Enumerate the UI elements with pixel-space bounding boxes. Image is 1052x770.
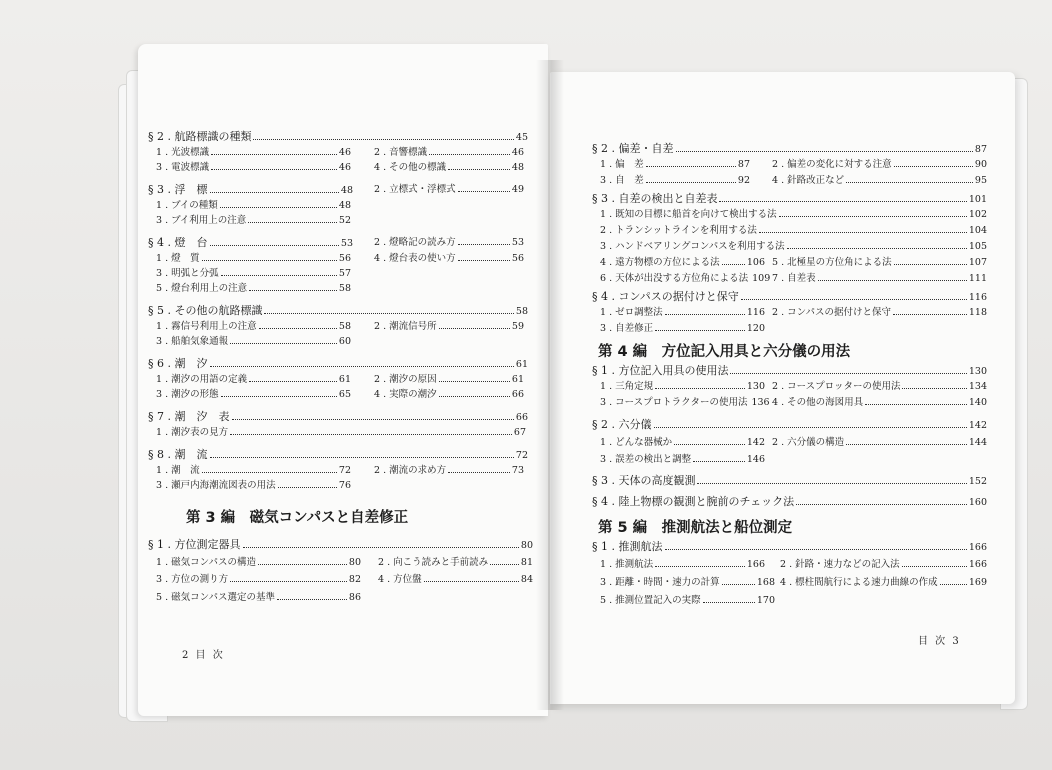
dot-leader xyxy=(655,387,745,389)
toc-entry-title: 5 . 燈台利用上の注意 xyxy=(156,283,248,294)
toc-page-number: 144 xyxy=(968,437,987,448)
toc-page-number: 146 xyxy=(746,454,765,465)
toc-entry-title: 6 . 天体が出没する方位角による法 xyxy=(600,273,749,284)
toc-page-number: 45 xyxy=(515,132,528,143)
toc-entry-title: 2 . コースプロッターの使用法 xyxy=(772,381,901,392)
dot-leader xyxy=(665,313,745,315)
dot-leader xyxy=(448,168,510,170)
toc-subsection-entry xyxy=(156,371,351,385)
dot-leader xyxy=(697,482,966,484)
toc-subsection-entry xyxy=(156,589,361,603)
toc-entry-title: 5 . 推測位置記入の実際 xyxy=(600,595,701,606)
toc-page-number: 120 xyxy=(746,323,765,334)
toc-entry-title: 2 . コンパスの据付けと保守 xyxy=(772,307,891,318)
toc-page-number: 102 xyxy=(968,209,987,220)
toc-entry-title: § 7 . 潮 汐 表 xyxy=(148,410,230,423)
dot-leader xyxy=(277,598,347,600)
toc-entry-title: 1 . どんな器械か xyxy=(600,437,673,448)
dot-leader xyxy=(210,191,339,193)
dot-leader xyxy=(787,247,967,249)
toc-entry-title: 2 . 六分儀の構造 xyxy=(772,437,845,448)
dot-leader xyxy=(894,263,967,265)
toc-page-number: 140 xyxy=(968,397,987,408)
toc-page-number: 73 xyxy=(511,465,524,476)
toc-entry-title: 3 . 潮汐の形態 xyxy=(156,389,219,400)
dot-leader xyxy=(202,471,337,473)
toc-entry-title: § 3 . 自差の検出と自差表 xyxy=(592,192,718,205)
toc-entry-title: 1 . 既知の目標に船首を向けて検出する法 xyxy=(600,209,777,220)
toc-entry-title: 3 . 距離・時間・速力の計算 xyxy=(600,577,720,588)
toc-entry-title: 1 . 潮汐表の見方 xyxy=(156,427,229,438)
part-heading: 第 5 編 推測航法と船位測定 xyxy=(598,520,793,536)
dot-leader xyxy=(674,443,745,445)
toc-page-number: 90 xyxy=(974,159,987,170)
toc-subsection-entry xyxy=(378,571,533,585)
toc-page-number: 136 xyxy=(751,397,770,408)
toc-subsection-entry xyxy=(600,156,750,170)
toc-page-number: 118 xyxy=(968,307,987,318)
toc-subsection-entry xyxy=(772,270,987,284)
toc-entry-title: 1 . ブイの種類 xyxy=(156,200,218,211)
toc-subsection-entry xyxy=(156,318,351,332)
part-heading: 第 3 編 磁気コンパスと自差修正 xyxy=(186,510,409,526)
toc-page-number: 130 xyxy=(968,366,987,377)
toc-subsection-entry xyxy=(156,212,351,226)
toc-subsection-entry xyxy=(772,394,987,408)
toc-page-number: 67 xyxy=(513,427,526,438)
toc-subsection-entry xyxy=(600,556,765,570)
toc-entry-title: 4 . 実際の潮汐 xyxy=(374,389,437,400)
toc-section-entry xyxy=(592,140,987,156)
dot-leader xyxy=(654,426,967,428)
toc-page-number: 65 xyxy=(338,389,351,400)
toc-subsection-entry xyxy=(374,462,524,476)
toc-entry-title: 3 . ブイ利用上の注意 xyxy=(156,215,247,226)
toc-section-entry xyxy=(148,234,353,250)
toc-page-number: 116 xyxy=(968,292,987,303)
toc-subsection-entry xyxy=(374,318,524,332)
toc-entry-title: 3 . 船舶気象通報 xyxy=(156,336,229,347)
dot-leader xyxy=(865,403,967,405)
toc-subsection-entry xyxy=(600,238,987,252)
dot-leader xyxy=(439,327,510,329)
toc-page-number: 66 xyxy=(515,412,528,423)
toc-page-number: 142 xyxy=(746,437,765,448)
dot-leader xyxy=(846,181,973,183)
toc-page-number: 105 xyxy=(968,241,987,252)
toc-entry-title: § 4 . 陸上物標の観測と腕前のチェック法 xyxy=(592,495,795,508)
toc-subsection-entry xyxy=(374,371,524,385)
part-heading: 第 4 編 方位記入用具と六分儀の用法 xyxy=(598,344,851,360)
toc-subsection-entry xyxy=(772,304,987,318)
toc-page-number: 57 xyxy=(338,268,351,279)
toc-entry-title: § 3 . 浮 標 xyxy=(148,183,208,196)
dot-leader xyxy=(458,259,510,261)
toc-subsection-entry xyxy=(374,386,524,400)
dot-leader xyxy=(676,150,973,152)
toc-page-number: 166 xyxy=(746,559,765,570)
dot-leader xyxy=(894,165,973,167)
toc-page-number: 80 xyxy=(520,540,533,551)
toc-page-number: 82 xyxy=(348,574,361,585)
toc-entry-title: § 8 . 潮 流 xyxy=(148,448,208,461)
dot-leader xyxy=(665,548,967,550)
toc-page-number: 60 xyxy=(338,336,351,347)
toc-page-number: 56 xyxy=(338,253,351,264)
toc-page-number: 170 xyxy=(756,595,775,606)
toc-entry-title: 1 . 推測航法 xyxy=(600,559,654,570)
toc-page-number: 48 xyxy=(511,162,524,173)
toc-entry-title: 1 . 光波標識 xyxy=(156,147,210,158)
toc-entry-title: § 6 . 潮 汐 xyxy=(148,357,208,370)
toc-entry-title: 1 . 潮汐の用語の定義 xyxy=(156,374,248,385)
toc-entry-title: 4 . 針路改正など xyxy=(772,175,845,186)
toc-page-number: 111 xyxy=(968,273,987,284)
dot-leader xyxy=(429,153,510,155)
toc-page-number: 168 xyxy=(756,577,775,588)
toc-subsection-entry xyxy=(600,451,765,465)
toc-entry-title: 2 . 偏差の変化に対する注意 xyxy=(772,159,892,170)
toc-entry-title: 4 . その他の標識 xyxy=(374,162,447,173)
toc-subsection-entry xyxy=(374,181,524,195)
dot-leader xyxy=(719,200,966,202)
dot-leader xyxy=(846,443,967,445)
toc-entry-title: 2 . 立標式・浮標式 xyxy=(374,184,456,195)
dot-leader xyxy=(278,486,337,488)
toc-page-number: 58 xyxy=(338,283,351,294)
toc-entry-title: § 2 . 六分儀 xyxy=(592,418,652,431)
toc-page-number: 49 xyxy=(511,184,524,195)
book-gutter-shadow xyxy=(536,60,564,710)
dot-leader xyxy=(703,601,755,603)
toc-subsection-entry xyxy=(600,320,765,334)
toc-page-number: 84 xyxy=(520,574,533,585)
toc-entry-title: 1 . 磁気コンパスの構造 xyxy=(156,557,256,568)
toc-subsection-entry xyxy=(600,172,750,186)
dot-leader xyxy=(243,546,519,548)
dot-leader xyxy=(646,181,736,183)
toc-page-number: 48 xyxy=(340,185,353,196)
toc-page-number: 48 xyxy=(338,200,351,211)
dot-leader xyxy=(439,380,510,382)
toc-subsection-entry xyxy=(374,250,524,264)
toc-entry-title: 3 . 自差修正 xyxy=(600,323,654,334)
toc-page-number: 53 xyxy=(511,237,524,248)
toc-page-number: 109 xyxy=(752,273,771,284)
dot-leader xyxy=(779,215,967,217)
toc-page-number: 59 xyxy=(511,321,524,332)
toc-entry-title: 4 . その他の海図用具 xyxy=(772,397,864,408)
toc-section-entry xyxy=(148,536,533,552)
toc-page-number: 160 xyxy=(968,497,987,508)
toc-page-number: 56 xyxy=(511,253,524,264)
toc-subsection-entry xyxy=(156,144,351,158)
toc-entry-title: 2 . 潮流信号所 xyxy=(374,321,437,332)
dot-leader xyxy=(248,221,337,223)
dot-leader xyxy=(741,298,967,300)
toc-subsection-entry xyxy=(600,206,987,220)
dot-leader xyxy=(893,313,967,315)
toc-subsection-entry xyxy=(772,378,987,392)
toc-subsection-entry xyxy=(780,556,987,570)
toc-entry-title: 2 . 潮流の求め方 xyxy=(374,465,447,476)
toc-entry-title: 2 . 向こう読みと手前読み xyxy=(378,557,489,568)
toc-page-number: 166 xyxy=(968,559,987,570)
toc-page-number: 152 xyxy=(968,476,987,487)
dot-leader xyxy=(202,259,337,261)
dot-leader xyxy=(655,329,745,331)
toc-page-number: 58 xyxy=(515,306,528,317)
toc-section-entry xyxy=(148,446,528,462)
toc-entry-title: 5 . 磁気コンパス選定の基準 xyxy=(156,592,275,603)
toc-page-number: 53 xyxy=(340,238,353,249)
toc-page-number: 61 xyxy=(338,374,351,385)
left-page xyxy=(138,44,548,716)
toc-entry-title: 4 . 方位盤 xyxy=(378,574,422,585)
toc-section-entry xyxy=(592,472,987,488)
toc-page-number: 107 xyxy=(968,257,987,268)
toc-page-number: 106 xyxy=(746,257,765,268)
toc-subsection-entry xyxy=(600,270,771,284)
toc-subsection-entry xyxy=(600,592,775,606)
dot-leader xyxy=(210,365,514,367)
dot-leader xyxy=(759,231,967,233)
toc-entry-title: 3 . 電波標識 xyxy=(156,162,210,173)
toc-subsection-entry xyxy=(156,424,526,438)
toc-section-entry xyxy=(592,416,987,432)
toc-section-entry xyxy=(148,302,528,318)
dot-leader xyxy=(221,274,337,276)
toc-page-number: 86 xyxy=(348,592,361,603)
toc-subsection-entry xyxy=(156,280,351,294)
dot-leader xyxy=(249,289,337,291)
toc-entry-title: 1 . 潮 流 xyxy=(156,465,200,476)
toc-subsection-entry xyxy=(772,156,987,170)
toc-subsection-entry xyxy=(772,434,987,448)
toc-page-number: 166 xyxy=(968,542,987,553)
toc-entry-title: 2 . 針路・速力などの記入法 xyxy=(780,559,900,570)
dot-leader xyxy=(210,456,514,458)
toc-subsection-entry xyxy=(600,254,765,268)
toc-entry-title: § 1 . 推測航法 xyxy=(592,540,663,553)
toc-entry-title: 7 . 自差表 xyxy=(772,273,816,284)
dot-leader xyxy=(458,243,510,245)
toc-entry-title: § 5 . その他の航路標識 xyxy=(148,304,263,317)
toc-entry-title: 3 . 自 差 xyxy=(600,175,644,186)
toc-section-entry xyxy=(592,362,987,378)
toc-entry-title: § 2 . 偏差・自差 xyxy=(592,142,674,155)
toc-entry-title: 1 . 三角定規 xyxy=(600,381,654,392)
toc-subsection-entry xyxy=(156,554,361,568)
toc-entry-title: § 4 . コンパスの据付けと保守 xyxy=(592,290,739,303)
toc-subsection-entry xyxy=(156,462,351,476)
toc-subsection-entry xyxy=(374,144,524,158)
toc-entry-title: 1 . 燈 質 xyxy=(156,253,200,264)
toc-section-entry xyxy=(592,190,987,206)
dot-leader xyxy=(230,342,337,344)
toc-page-number: 134 xyxy=(968,381,987,392)
toc-subsection-entry xyxy=(600,434,765,448)
toc-section-entry xyxy=(592,288,987,304)
toc-subsection-entry xyxy=(600,304,765,318)
toc-entry-title: 2 . 音響標識 xyxy=(374,147,428,158)
dot-leader xyxy=(655,565,745,567)
toc-section-entry xyxy=(148,355,528,371)
right-page xyxy=(550,72,1015,704)
page-footer: 2 目 次 xyxy=(182,650,225,661)
toc-page-number: 58 xyxy=(338,321,351,332)
toc-page-number: 72 xyxy=(338,465,351,476)
toc-subsection-entry xyxy=(374,234,524,248)
toc-subsection-entry xyxy=(772,254,987,268)
dot-leader xyxy=(693,460,745,462)
toc-page-number: 95 xyxy=(974,175,987,186)
dot-leader xyxy=(722,263,745,265)
toc-entry-title: § 2 . 航路標識の種類 xyxy=(148,130,252,143)
toc-entry-title: 2 . 燈略記の読み方 xyxy=(374,237,456,248)
toc-subsection-entry xyxy=(156,250,351,264)
toc-entry-title: 3 . 方位の測り方 xyxy=(156,574,229,585)
dot-leader xyxy=(424,580,519,582)
toc-page-number: 61 xyxy=(515,359,528,370)
toc-page-number: 80 xyxy=(348,557,361,568)
toc-subsection-entry xyxy=(600,378,765,392)
toc-page-number: 104 xyxy=(968,225,987,236)
toc-page-number: 87 xyxy=(974,144,987,155)
toc-section-entry xyxy=(148,128,528,144)
dot-leader xyxy=(796,503,967,505)
dot-leader xyxy=(249,380,337,382)
toc-subsection-entry xyxy=(600,574,775,588)
dot-leader xyxy=(258,563,347,565)
toc-subsection-entry xyxy=(156,571,361,585)
toc-entry-title: 3 . コースプロトラクターの使用法 xyxy=(600,397,748,408)
toc-page-number: 46 xyxy=(511,147,524,158)
toc-subsection-entry xyxy=(600,394,770,408)
dot-leader xyxy=(646,165,736,167)
toc-entry-title: § 4 . 燈 台 xyxy=(148,236,208,249)
toc-page-number: 116 xyxy=(746,307,765,318)
toc-entry-title: 5 . 北極星の方位角による法 xyxy=(772,257,892,268)
toc-entry-title: 1 . ゼロ調整法 xyxy=(600,307,663,318)
toc-entry-title: 1 . 偏 差 xyxy=(600,159,644,170)
dot-leader xyxy=(940,583,967,585)
toc-page-number: 76 xyxy=(338,480,351,491)
toc-entry-title: § 1 . 方位記入用具の使用法 xyxy=(592,364,729,377)
toc-entry-title: 1 . 霧信号利用上の注意 xyxy=(156,321,257,332)
toc-subsection-entry xyxy=(156,333,351,347)
toc-entry-title: 4 . 遠方物標の方位による法 xyxy=(600,257,720,268)
dot-leader xyxy=(221,395,337,397)
dot-leader xyxy=(259,327,337,329)
dot-leader xyxy=(230,433,512,435)
toc-entry-title: 2 . トランシットラインを利用する法 xyxy=(600,225,757,236)
toc-page-number: 61 xyxy=(511,374,524,385)
dot-leader xyxy=(439,395,510,397)
toc-page-number: 46 xyxy=(338,162,351,173)
toc-subsection-entry xyxy=(600,222,987,236)
toc-page-number: 92 xyxy=(737,175,750,186)
dot-leader xyxy=(264,312,513,314)
dot-leader xyxy=(210,244,339,246)
dot-leader xyxy=(220,206,337,208)
toc-page-number: 101 xyxy=(968,194,987,205)
toc-entry-title: 2 . 潮汐の原因 xyxy=(374,374,437,385)
toc-entry-title: 3 . 誤差の検出と調整 xyxy=(600,454,692,465)
toc-subsection-entry xyxy=(156,159,351,173)
toc-section-entry xyxy=(148,408,528,424)
toc-entry-title: 4 . 燈台表の使い方 xyxy=(374,253,456,264)
toc-section-entry xyxy=(592,538,987,554)
dot-leader xyxy=(490,563,519,565)
toc-entry-title: 3 . 瀬戸内海潮流図表の用法 xyxy=(156,480,276,491)
dot-leader xyxy=(458,190,510,192)
dot-leader xyxy=(448,471,510,473)
dot-leader xyxy=(211,168,337,170)
toc-entry-title: § 1 . 方位測定器具 xyxy=(148,538,241,551)
toc-page-number: 169 xyxy=(968,577,987,588)
toc-page-number: 130 xyxy=(746,381,765,392)
toc-entry-title: 3 . 明弧と分弧 xyxy=(156,268,219,279)
toc-subsection-entry xyxy=(378,554,533,568)
toc-page-number: 52 xyxy=(338,215,351,226)
dot-leader xyxy=(253,138,513,140)
toc-subsection-entry xyxy=(156,197,351,211)
toc-page-number: 142 xyxy=(968,420,987,431)
toc-page-number: 81 xyxy=(520,557,533,568)
dot-leader xyxy=(211,153,337,155)
dot-leader xyxy=(902,565,967,567)
toc-section-entry xyxy=(592,493,987,509)
toc-page-number: 66 xyxy=(511,389,524,400)
dot-leader xyxy=(230,580,347,582)
dot-leader xyxy=(818,279,967,281)
toc-entry-title: § 3 . 天体の高度観測 xyxy=(592,474,696,487)
dot-leader xyxy=(902,387,966,389)
toc-page-number: 72 xyxy=(515,450,528,461)
toc-subsection-entry xyxy=(374,159,524,173)
toc-subsection-entry xyxy=(772,172,987,186)
dot-leader xyxy=(232,418,514,420)
toc-page-number: 87 xyxy=(737,159,750,170)
toc-section-entry xyxy=(148,181,353,197)
page-footer: 目 次 3 xyxy=(918,636,961,647)
toc-entry-title: 3 . ハンドベアリングコンパスを利用する法 xyxy=(600,241,785,252)
toc-entry-title: 4 . 標柱間航行による速力曲線の作成 xyxy=(780,577,938,588)
toc-subsection-entry xyxy=(156,477,351,491)
toc-page-number: 46 xyxy=(338,147,351,158)
dot-leader xyxy=(730,372,966,374)
toc-subsection-entry xyxy=(780,574,987,588)
toc-subsection-entry xyxy=(156,265,351,279)
toc-subsection-entry xyxy=(156,386,351,400)
dot-leader xyxy=(722,583,755,585)
